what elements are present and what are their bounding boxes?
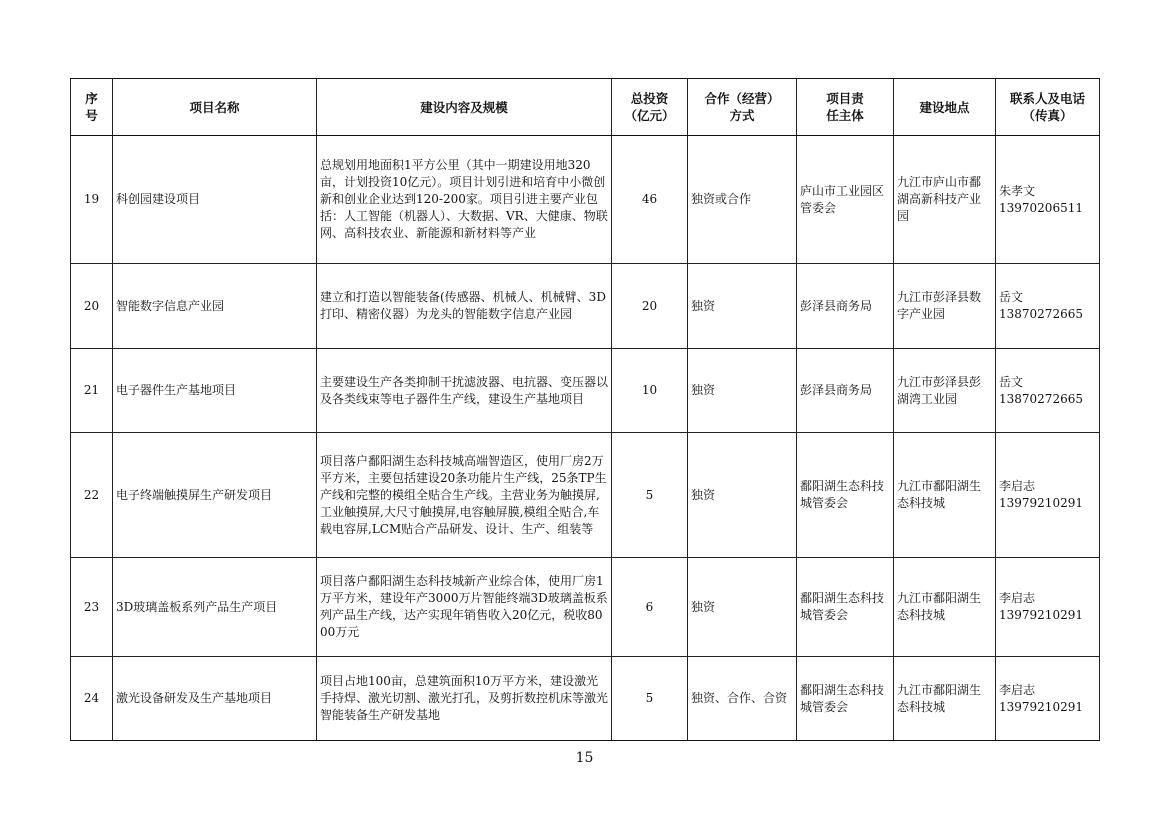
- header-owner: 项目责 任主体: [797, 79, 894, 136]
- cell-owner: 庐山市工业园区管委会: [797, 136, 894, 264]
- table-row: [71, 657, 1100, 741]
- contact-name: 李启志: [999, 682, 1036, 697]
- cell-name: 激光设备研发及生产基地项目: [113, 657, 317, 741]
- table-row: [71, 349, 1100, 433]
- cell-seq: 24: [71, 657, 113, 741]
- cell-location: 九江市庐山市鄱湖高新科技产业园: [894, 136, 996, 264]
- cell-contact: [996, 264, 1100, 349]
- cell-mode: 独资或合作: [688, 136, 797, 264]
- cell-content: 主要建设生产各类抑制干扰滤波器、电抗器、变压器以及各类线束等电子器件生产线，建设生产基地项目: [317, 349, 612, 433]
- contact-phone: 13970206511: [999, 200, 1083, 215]
- cell-seq: 21: [71, 349, 113, 433]
- contact-name: 李启志: [999, 479, 1036, 493]
- cell-owner: 彭泽县商务局: [797, 349, 894, 433]
- cell-contact: [996, 433, 1100, 558]
- cell-content: 项目落户鄱阳湖生态科技城高端智造区，使用厂房2万平方米，主要包括建设20条功能片生产线，25条TP生产线和完整的模组全贴合生产线。主营业务为触摸屏,工业触摸屏,大尺寸触摸屏,电容触屏膜,模组全贴合,车载电容屏,LCM贴合产品研发、设计、生产、组装等: [317, 433, 612, 558]
- cell-investment: 10: [612, 349, 688, 433]
- table-row: [71, 264, 1100, 349]
- cell-mode: 独资: [688, 264, 797, 349]
- cell-contact: [996, 136, 1100, 264]
- cell-seq: 19: [71, 136, 113, 264]
- table-row: [71, 136, 1100, 264]
- cell-content: 项目占地100亩，总建筑面积10万平方米，建设激光手持焊、激光切割、激光打孔，及剪折数控机床等激光智能装备生产研发基地: [317, 657, 612, 741]
- contact-name: 朱孝文: [999, 183, 1036, 198]
- header-location: 建设地点: [894, 79, 996, 136]
- cell-name: 智能数字信息产业园: [113, 264, 317, 349]
- cell-name: 科创园建设项目: [113, 136, 317, 264]
- cell-seq: 23: [71, 558, 113, 657]
- contact-name: 岳文: [999, 374, 1024, 389]
- contact-phone: 13979210291: [999, 699, 1083, 714]
- cell-contact: [996, 349, 1100, 433]
- cell-location: 九江市鄱阳湖生态科技城: [894, 657, 996, 741]
- cell-owner: 鄱阳湖生态科技城管委会: [797, 433, 894, 558]
- cell-name: 3D玻璃盖板系列产品生产项目: [113, 558, 317, 657]
- contact-phone: 13979210291: [999, 608, 1083, 622]
- table-row: [71, 433, 1100, 558]
- cell-mode: 独资: [688, 558, 797, 657]
- cell-mode: 独资: [688, 433, 797, 558]
- cell-content: 建立和打造以智能装备(传感器、机械人、机械臂、3D打印、精密仪器）为龙头的智能数字信息产业园: [317, 264, 612, 349]
- contact-phone: 13979210291: [999, 496, 1083, 510]
- cell-investment: 6: [612, 558, 688, 657]
- cell-mode: 独资、合作、合资: [688, 657, 797, 741]
- cell-owner: 鄱阳湖生态科技城管委会: [797, 657, 894, 741]
- cell-location: 九江市彭泽县彭湖湾工业园: [894, 349, 996, 433]
- cell-name: 电子终端触摸屏生产研发项目: [113, 433, 317, 558]
- cell-investment: 5: [612, 657, 688, 741]
- cell-owner: 鄱阳湖生态科技城管委会: [797, 558, 894, 657]
- cell-mode: 独资: [688, 349, 797, 433]
- contact-phone: 13870272665: [999, 307, 1083, 321]
- cell-investment: 46: [612, 136, 688, 264]
- cell-content: 项目落户鄱阳湖生态科技城新产业综合体，使用厂房1万平方米，建设年产3000万片智能终端3D玻璃盖板系列产品生产线，达产实现年销售收入20亿元，税收8000万元: [317, 558, 612, 657]
- cell-owner: 彭泽县商务局: [797, 264, 894, 349]
- cell-content: 总规划用地面积1平方公里（其中一期建设用地320亩，计划投资10亿元）。项目计划引进和培育中小微创新和创业企业达到120-200家。项目引进主要产业包括：人工智能（机器人）、大数据、VR、大健康、物联网、高科技农业、新能源和新材料等产业: [317, 136, 612, 264]
- cell-location: 九江市鄱阳湖生态科技城: [894, 433, 996, 558]
- table-row: [71, 558, 1100, 657]
- cell-investment: 20: [612, 264, 688, 349]
- cell-location: 九江市鄱阳湖生态科技城: [894, 558, 996, 657]
- cell-investment: 5: [612, 433, 688, 558]
- cell-contact: [996, 657, 1100, 741]
- header-seq: 序 号: [71, 79, 113, 136]
- header-investment: 总投资 （亿元）: [612, 79, 688, 136]
- cell-contact: [996, 558, 1100, 657]
- cell-seq: 20: [71, 264, 113, 349]
- cell-name: 电子器件生产基地项目: [113, 349, 317, 433]
- header-contact: 联系人及电话 （传真）: [996, 79, 1100, 136]
- project-table: [70, 78, 1100, 741]
- header-mode: 合作（经营） 方式: [688, 79, 797, 136]
- cell-location: 九江市彭泽县数字产业园: [894, 264, 996, 349]
- cell-seq: 22: [71, 433, 113, 558]
- contact-phone: 13870272665: [999, 391, 1083, 406]
- contact-name: 李启志: [999, 591, 1036, 605]
- header-row: [71, 79, 1100, 136]
- header-content: 建设内容及规模: [317, 79, 612, 136]
- contact-name: 岳文: [999, 290, 1024, 304]
- page-number: 15: [575, 750, 594, 766]
- header-name: 项目名称: [113, 79, 317, 136]
